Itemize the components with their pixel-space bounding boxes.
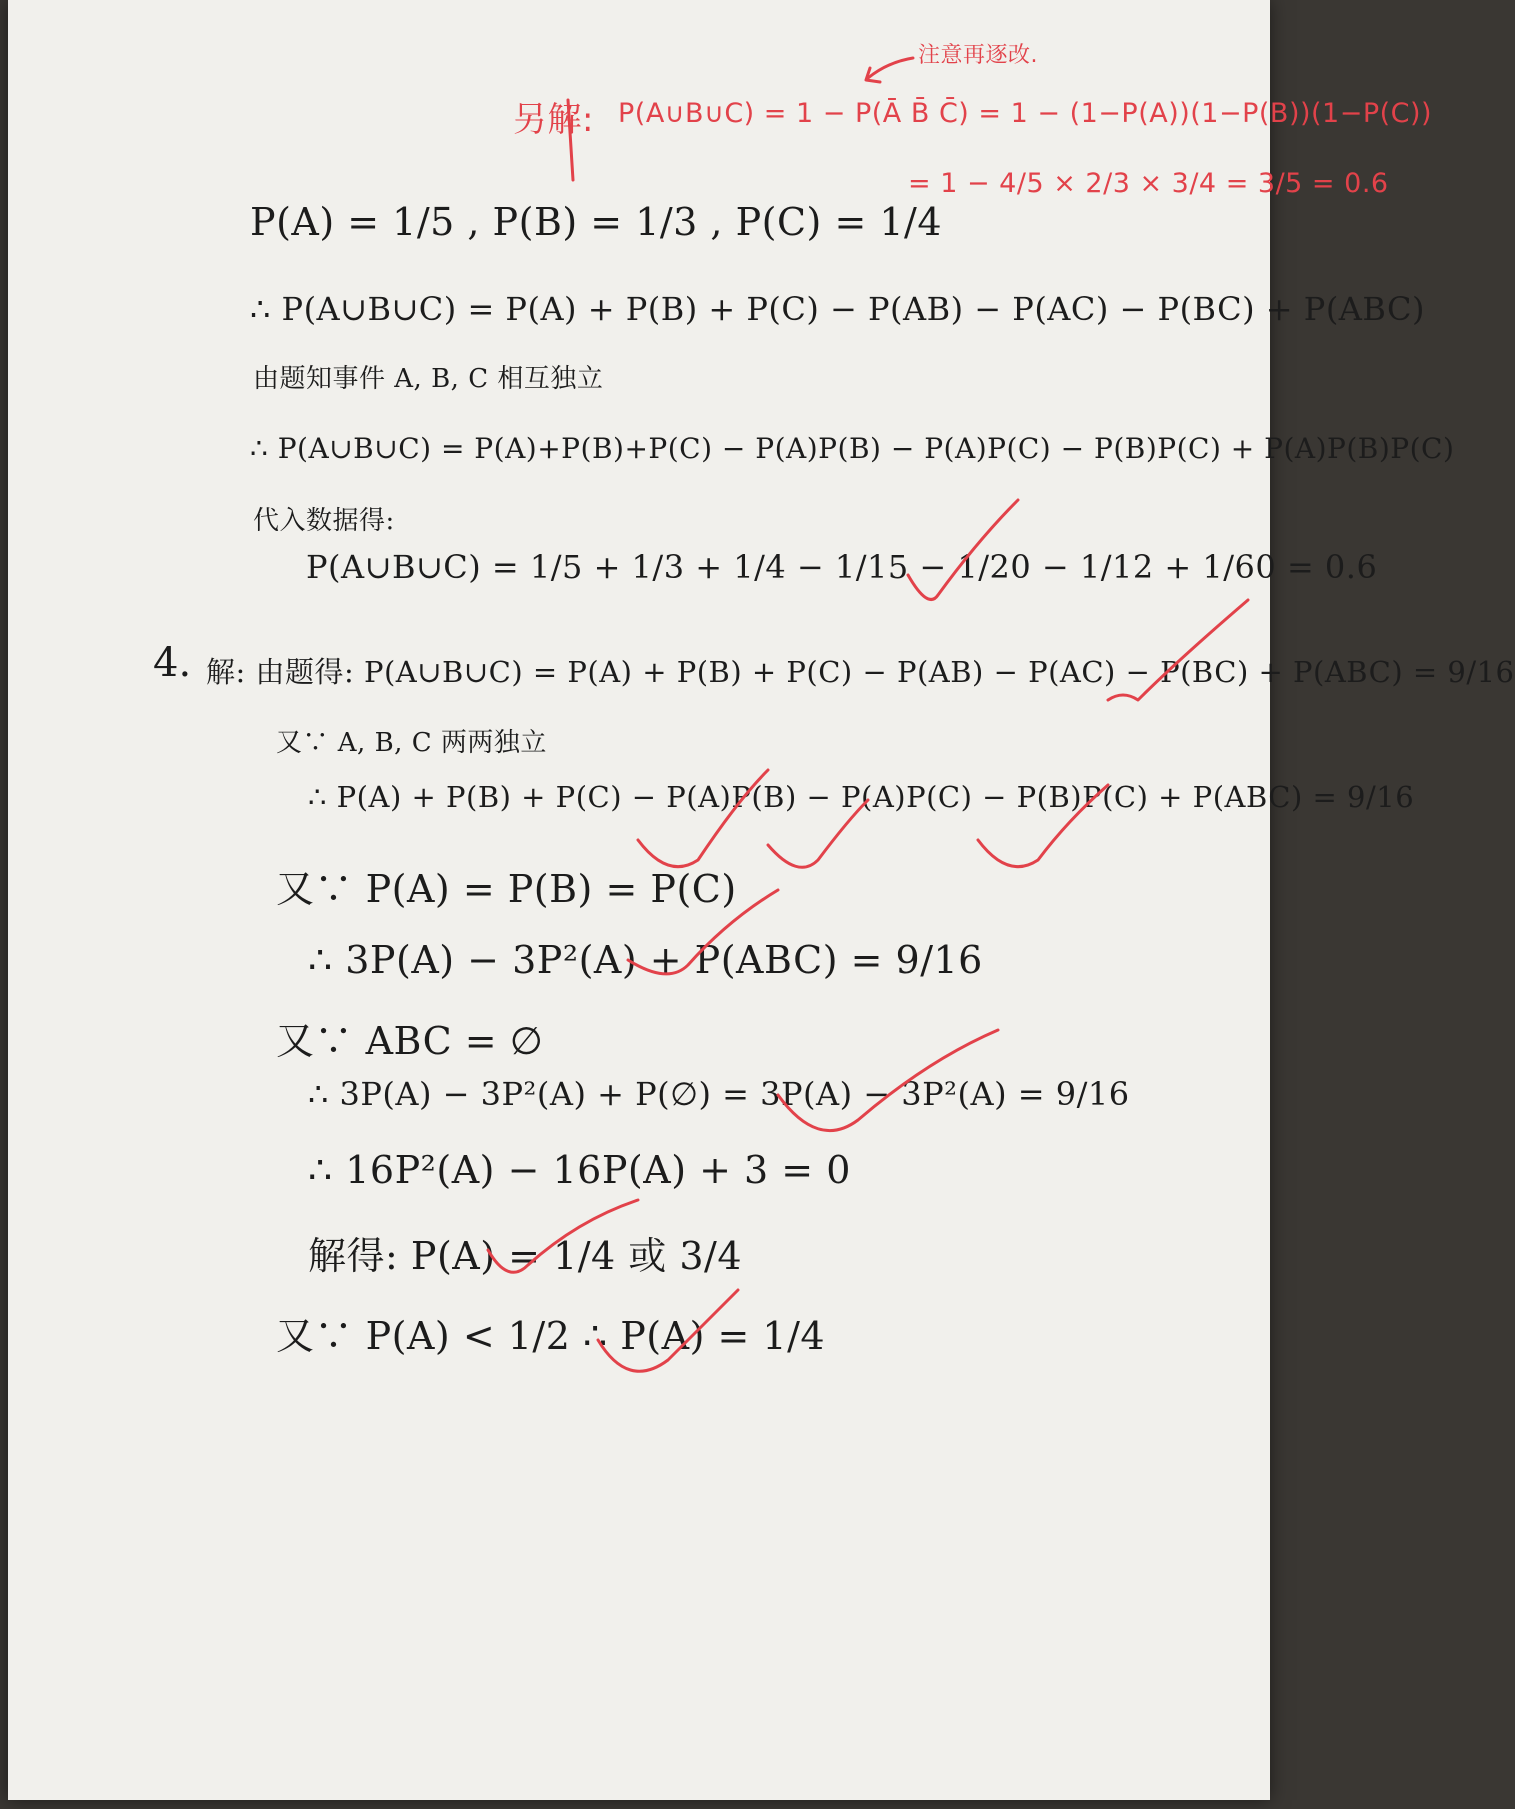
independence-statement: 由题知事件 A, B, C 相互独立 xyxy=(253,364,604,394)
problem-4-intro: 解: 由题得: P(A∪B∪C) = P(A) + P(B) + P(C) − P(AB) − P(AC) − P(BC) + P(ABC) = 9/16 xyxy=(206,655,1515,689)
pairwise-independent: 又∵ A, B, C 两两独立 xyxy=(276,728,547,758)
correction-arrow-head xyxy=(866,68,880,82)
union-formula: ∴ P(A∪B∪C) = P(A) + P(B) + P(C) − P(AB) − P(AC) − P(BC) + P(ABC) xyxy=(250,290,1425,328)
correction-arrow xyxy=(868,58,913,78)
given-probabilities: P(A) = 1/5 , P(B) = 1/3 , P(C) = 1/4 xyxy=(250,200,943,244)
step-4: ∴ 16P²(A) − 16P(A) + 3 = 0 xyxy=(308,1148,851,1192)
correction-label: 另解: xyxy=(513,100,594,140)
problem-number: 4. xyxy=(153,640,192,686)
correction-note: 注意再逐改. xyxy=(918,43,1038,68)
substitute-label: 代入数据得: xyxy=(253,506,395,536)
correction-line-1: P(A∪B∪C) = 1 − P(Ā B̄ C̄) = 1 − (1−P(A))(1−P(B))(1−P(C)) xyxy=(618,98,1433,129)
solve-quadratic: 解得: P(A) = 1/4 或 3/4 xyxy=(308,1234,743,1278)
step-1: ∴ P(A) + P(B) + P(C) − P(A)P(B) − P(A)P(C) − P(B)P(C) + P(ABC) = 9/16 xyxy=(308,780,1415,814)
final-answer: 又∵ P(A) < 1/2 ∴ P(A) = 1/4 xyxy=(276,1314,826,1358)
expanded-formula: ∴ P(A∪B∪C) = P(A)+P(B)+P(C) − P(A)P(B) − P(A)P(C) − P(B)P(C) + P(A)P(B)P(C) xyxy=(250,432,1455,465)
step-3: ∴ 3P(A) − 3P²(A) + P(∅) = 3P(A) − 3P²(A) = 9/16 xyxy=(308,1075,1130,1113)
correction-line-2: = 1 − 4/5 × 2/3 × 3/4 = 3/5 = 0.6 xyxy=(908,168,1389,199)
substituted-result: P(A∪B∪C) = 1/5 + 1/3 + 1/4 − 1/15 − 1/20 − 1/12 + 1/60 = 0.6 xyxy=(306,548,1378,586)
paper-sheet xyxy=(8,0,1515,1800)
step-2: ∴ 3P(A) − 3P²(A) + P(ABC) = 9/16 xyxy=(308,938,983,982)
empty-intersection: 又∵ ABC = ∅ xyxy=(276,1019,544,1063)
equal-probabilities: 又∵ P(A) = P(B) = P(C) xyxy=(276,867,737,911)
